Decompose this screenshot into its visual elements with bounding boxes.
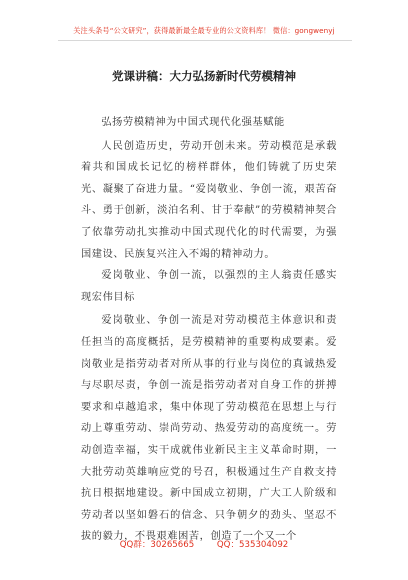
header-notice: 关注头条号“公文研究”，获得最新最全最专业的公文资料库！ 微信：gongwenyj bbox=[73, 26, 335, 35]
body-paragraph: 人民创造历史，劳动开创未来。劳动模范是承载着共和国成长记忆的榜样群体，他们铸就了历史荣光、凝聚了奋进力量。“爱岗敬业、争创一流，艰苦奋斗、勇于创新，淡泊名利、甘于奉献”的劳模精神契合了依靠劳动扎实推动中国式现代化的时代需要，为强国建设、民族复兴注入不竭的精神动力。 bbox=[81, 140, 337, 260]
document-body bbox=[81, 112, 337, 548]
header-divider bbox=[58, 40, 352, 41]
footer-contact bbox=[0, 538, 408, 550]
footer-qq-group: QQ群：30265665 bbox=[119, 540, 195, 550]
footer-qq: QQ：535304092 bbox=[216, 540, 289, 550]
section-heading: 爱岗敬业、争创一流，以强烈的主人翁责任感实现宏伟目标 bbox=[81, 270, 337, 303]
body-paragraph: 爱岗敬业、争创一流是对劳动模范主体意识和责任担当的高度概括，是劳模精神的重要构成要素。爱岗敬业是指劳动者对所从事的行业与岗位的真诚热爱与尽职尽责，争创一流是指劳动者对自身工作的拼搏要求和卓越追求，集中体现了劳动模范在思想上与行动上尊重劳动、崇尚劳动、热爱劳动的高度统一。劳动创造幸福，实干成就伟业新民主主义革命时期，一大批劳动英雄响应党的号召，积极通过生产自救支持抗日根据地建设。新中国成立初期，广大工人阶级和劳动者以坚如磐石的信念、只争朝夕的劲头、坚忍不拔的毅力，不畏艰难困苦，创造了一个又一个 bbox=[81, 315, 337, 543]
document-title: 党课讲稿：大力弘扬新时代劳模精神 bbox=[112, 69, 296, 83]
section-heading: 弘扬劳模精神为中国式现代化强基赋能 bbox=[101, 117, 285, 128]
